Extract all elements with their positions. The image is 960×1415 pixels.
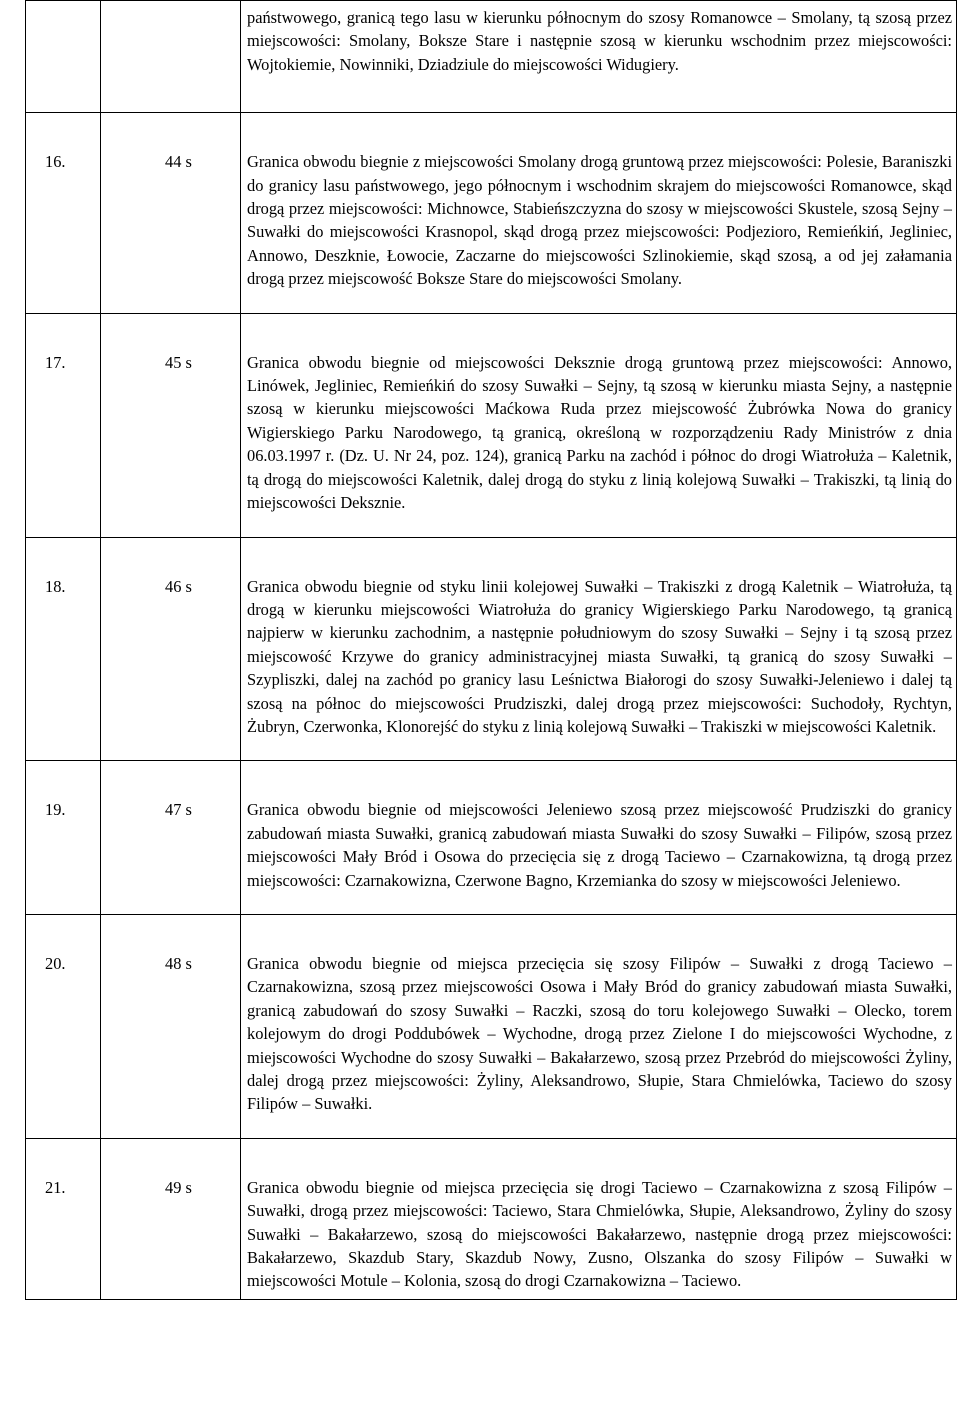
boundary-description-cell <box>241 313 957 537</box>
boundary-description-cell <box>241 761 957 915</box>
district-code: 48 s <box>101 914 241 1138</box>
boundary-description: Granica obwodu biegnie z miejscowości Smolany drogą gruntową przez miejscowości: Polesie, Baraniszki do granicy lasu państwowego, jego północnym i wschodnim skrajem do miejscowości Romanowce, skąd drogą przez miejscowości: Michnowce, Stabieńszczyzna do szosy w miejscowości Skustele, szosą Sejny – Suwałki do miejscowości Krasnopol, skąd drogą przez miejscowości: Podjezioro, Remieńkiń, Jegliniec, Annowo, Deszknie, Łowocie, Zaczarne do miejscowości Szlinokiemie, skąd szosą, a od jej załamania drogą przez miejscowość Boksze Stare do miejscowości Smolany. <box>247 152 952 289</box>
table-row <box>26 537 957 761</box>
boundary-description: Granica obwodu biegnie od miejscowości Deksznie drogą gruntową przez miejscowości: Annowo, Linówek, Jegliniec, Remieńkiń do szosy Suwałki – Sejny, tą szosą w kierunku miasta Sejny, a następnie szosą w kierunku miejscowości Maćkowa Ruda przez miejscowość Żubrówka Nowa do granicy Wigierskiego Parku Narodowego, tą granicą, określoną w rozporządzeniu Rady Ministrów z dnia 06.03.1997 r. (Dz. U. Nr 24, poz. 124), granicą Parku na zachód i północ do drogi Wiatrołuża – Kaletnik, tą drogą do miejscowości Kaletnik, dalej drogą do styku z linią kolejową Suwałki – Trakiszki, tą linią do miejscowości Deksznie. <box>247 352 952 513</box>
district-code: 49 s <box>101 1138 241 1299</box>
table-row <box>26 313 957 537</box>
district-code: 44 s <box>101 113 241 313</box>
row-number: 18. <box>26 537 101 761</box>
row-number: 16. <box>26 113 101 313</box>
district-boundaries-table <box>25 0 957 1300</box>
boundary-description-cell <box>241 1138 957 1299</box>
row-number <box>26 1 101 113</box>
boundary-description: Granica obwodu biegnie od miejscowości Jeleniewo szosą przez miejscowość Prudziszki do granicy zabudowań miasta Suwałki, granicą zabudowań miasta Suwałki do szosy Suwałki – Filipów, szosą przez miejscowości Mały Bród i Osowa do przecięcia się z drogą Taciewo – Czarnakowizna, tą drogą przez miejscowości: Czarnakowizna, Czerwone Bagno, Krzemianka do szosy w miejscowości Jeleniewo. <box>247 800 952 890</box>
table-row <box>26 1 957 113</box>
district-code: 47 s <box>101 761 241 915</box>
district-code: 45 s <box>101 313 241 537</box>
table-row <box>26 1138 957 1299</box>
boundary-description-cell <box>241 113 957 313</box>
boundary-description-cell <box>241 914 957 1138</box>
district-code: 46 s <box>101 537 241 761</box>
boundary-description-cell <box>241 537 957 761</box>
district-code <box>101 1 241 113</box>
row-number: 21. <box>26 1138 101 1299</box>
row-number: 20. <box>26 914 101 1138</box>
boundary-description: Granica obwodu biegnie od miejsca przecięcia się drogi Taciewo – Czarnakowizna z szosą Filipów – Suwałki, drogą przez miejscowości: Taciewo, Stara Chmielówka, Słupie, Aleksandrowo, Żyliny do szosy Suwałki – Bakałarzewo, szosą do miejscowości Bakałarzewo, następnie drogą przez miejscowości: Bakałarzewo, Skazdub Stary, Skazdub Nowy, Zusno, Olszanka do szosy Filipów – Suwałki w miejscowości Motule – Kolonia, szosą do drogi Czarnakowizna – Taciewo. <box>247 1177 952 1291</box>
boundary-description: państwowego, granicą tego lasu w kierunku północnym do szosy Romanowce – Smolany, tą szosą przez miejscowości: Smolany, Boksze Stare i następnie szosą w kierunku wschodnim przez miejscowości: Wojtokiemie, Nowinniki, Dziadziule do miejscowości Widugiery. <box>247 8 952 74</box>
boundary-description: Granica obwodu biegnie od styku linii kolejowej Suwałki – Trakiszki z drogą Kaletnik – Wiatrołuża, tą drogą w kierunku miejscowości Wiatrołuża do granicy Wigierskiego Parku Narodowego, tą granicą najpierw w kierunku zachodnim, a następnie południowym do szosy Suwałki – Sejny i tą szosą przez miejscowość Krzywe do granicy administracyjnej miasta Suwałki, tą granicą do szosy Suwałki – Szypliszki, dalej na zachód po granicy lasu Leśnictwa Białorogi do szosy Suwałki-Jeleniewo i dalej tą szosą na północ do miejscowości Prudziszki, dalej drogą przez miejscowości: Suchodoły, Rychtyn, Żubryn, Czerwonka, Klonorejść do styku z linią kolejową Suwałki – Trakiszki w miejscowości Kaletnik. <box>247 576 952 736</box>
table-row <box>26 914 957 1138</box>
row-number: 17. <box>26 313 101 537</box>
table-row <box>26 113 957 313</box>
row-number: 19. <box>26 761 101 915</box>
boundary-description-cell <box>241 1 957 113</box>
table-row <box>26 761 957 915</box>
boundary-description: Granica obwodu biegnie od miejsca przecięcia się szosy Filipów – Suwałki z drogą Taciewo – Czarnakowizna, szosą przez miejscowości Osowa i Mały Bród do granicy zabudowań miasta Suwałki, granicą zabudowań do szosy Suwałki – Raczki, szosą do toru kolejowego Suwałki – Olecko, torem kolejowym do drogi Poddubówek – Wychodne, drogą przez Zielone I do miejscowości Wychodne, z miejscowości Wychodne do szosy Suwałki – Bakałarzewo, szosą przez Przebród do miejscowości Żyliny, dalej drogą przez miejscowości: Żyliny, Aleksandrowo, Słupie, Stara Chmielówka, Taciewo do szosy Filipów – Suwałki. <box>247 953 952 1114</box>
